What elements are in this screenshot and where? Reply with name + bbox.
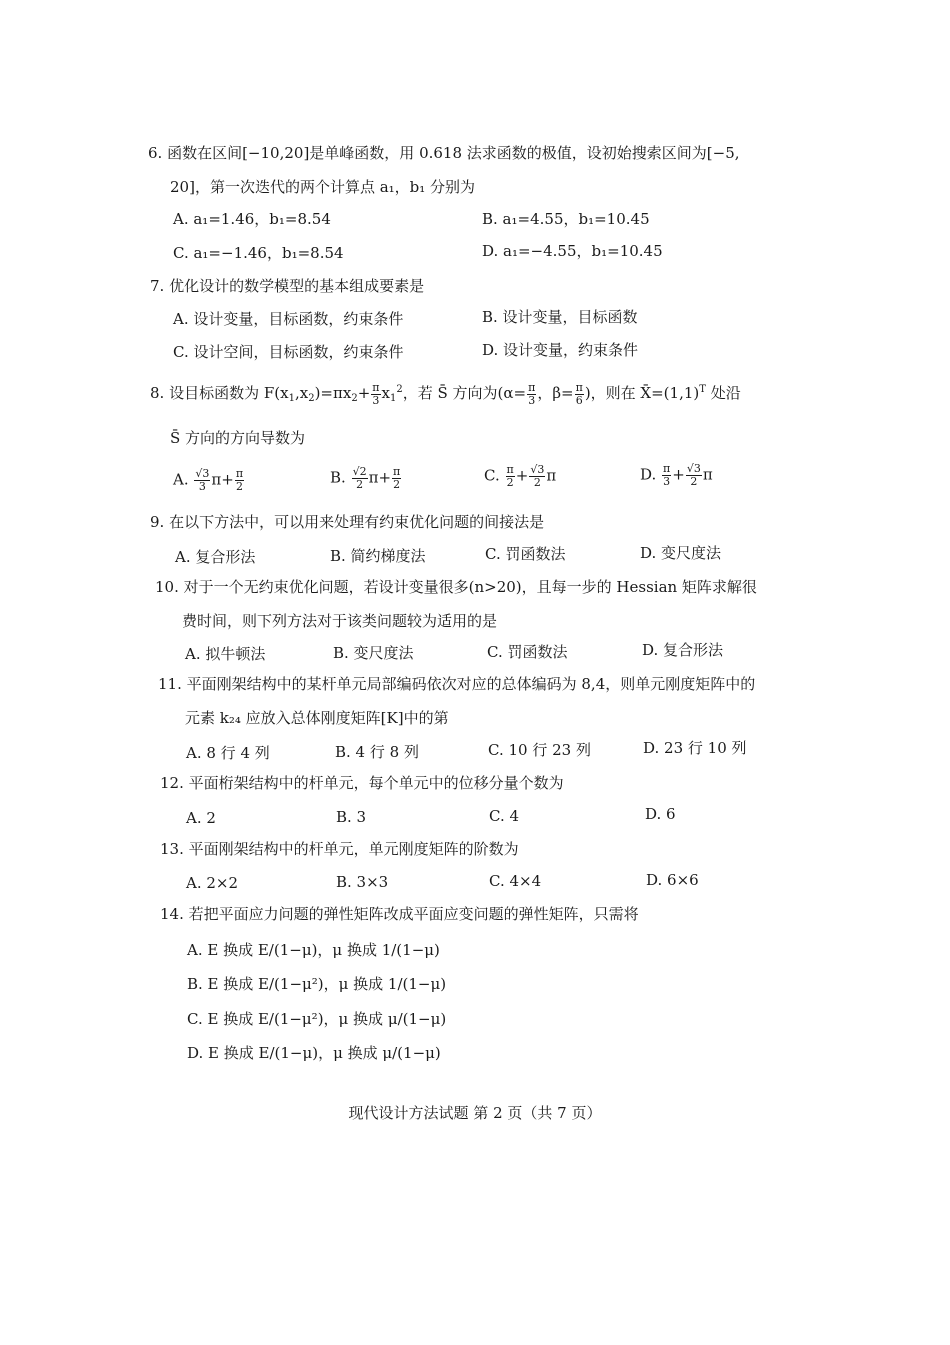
- q12-stem: 12. 平面桁架结构中的杆单元，每个单元中的位移分量个数为: [160, 774, 564, 792]
- q10-option-a: A. 拟牛顿法: [185, 645, 266, 663]
- q7-option-d: D. 设计变量，约束条件: [482, 341, 639, 359]
- q6-option-b: B. a₁=4.55，b₁=10.45: [482, 210, 650, 228]
- q11-stem-line2: 元素 k₂₄ 应放入总体刚度矩阵[K]中的第: [185, 709, 449, 727]
- page-footer: 现代设计方法试题 第 2 页（共 7 页）: [348, 1104, 602, 1122]
- q8-stem-line2: S̄ 方向的方向导数为: [170, 429, 306, 447]
- q10-stem-line2: 费时间，则下列方法对于该类问题较为适用的是: [182, 612, 498, 630]
- q9-option-c: C. 罚函数法: [485, 545, 566, 563]
- q11-stem-line1: 11. 平面刚架结构中的某杆单元局部编码依次对应的总体编码为 8,4，则单元刚度矩阵中的: [158, 675, 756, 693]
- q12-option-c: C. 4: [489, 807, 520, 825]
- q8-frac-pi-over-6: $\frac{\pi}{6}$: [575, 380, 583, 407]
- q7-stem: 7. 优化设计的数学模型的基本组成要素是: [150, 277, 425, 295]
- q6-stem-line1: 6. 函数在区间[−10,20]是单峰函数，用 0.618 法求函数的极值，设初始搜索区间为[−5,: [148, 144, 740, 162]
- q13-option-b: B. 3×3: [336, 873, 389, 891]
- q14-option-d: D. E 换成 E/(1−μ)，μ 换成 μ/(1−μ): [187, 1044, 441, 1062]
- q6-option-a: A. a₁=1.46，b₁=8.54: [173, 210, 331, 228]
- q9-option-d: D. 变尺度法: [640, 544, 722, 562]
- q14-option-b: B. E 换成 E/(1−μ²)，μ 换成 1/(1−μ): [187, 975, 447, 993]
- q14-option-a: A. E 换成 E/(1−μ)，μ 换成 1/(1−μ): [187, 941, 440, 959]
- q9-option-a: A. 复合形法: [175, 548, 256, 566]
- q8-option-c: C. $\frac{\pi}{2}$ + $\frac{√3}{2}$ π: [484, 463, 557, 489]
- q6-option-c: C. a₁=−1.46，b₁=8.54: [173, 244, 344, 262]
- q10-option-d: D. 复合形法: [642, 641, 724, 659]
- q13-option-d: D. 6×6: [646, 871, 699, 889]
- q6-option-d: D. a₁=−4.55，b₁=10.45: [482, 242, 663, 260]
- q9-stem: 9. 在以下方法中，可以用来处理有约束优化问题的间接法是: [150, 513, 545, 531]
- q12-option-a: A. 2: [186, 809, 216, 827]
- q8-option-d: D. $\frac{\pi}{3}$ + $\frac{√3}{2}$ π: [640, 462, 713, 488]
- q12-option-d: D. 6: [645, 805, 676, 823]
- q8-frac-pi-over-3a: $\frac{\pi}{3}$: [372, 380, 380, 407]
- q10-stem-line1: 10. 对于一个无约束优化问题，若设计变量很多(n>20)，且每一步的 Hessian 矩阵求解很: [155, 578, 757, 596]
- q11-option-b: B. 4 行 8 列: [335, 743, 419, 761]
- q10-option-b: B. 变尺度法: [333, 644, 414, 662]
- q14-stem: 14. 若把平面应力问题的弹性矩阵改成平面应变问题的弹性矩阵，只需将: [160, 905, 639, 923]
- q9-option-b: B. 简约梯度法: [330, 547, 426, 565]
- q8-option-b: B. $\frac{√2}{2}$ π+ $\frac{\pi}{2}$: [330, 465, 401, 491]
- q7-option-c: C. 设计空间，目标函数，约束条件: [173, 343, 404, 361]
- q13-stem: 13. 平面刚架结构中的杆单元，单元刚度矩阵的阶数为: [160, 840, 519, 858]
- q8-frac-pi-over-3b: $\frac{\pi}{3}$: [528, 380, 536, 407]
- q14-option-c: C. E 换成 E/(1−μ²)，μ 换成 μ/(1−μ): [187, 1010, 447, 1028]
- q6-stem-line2: 20]，第一次迭代的两个计算点 a₁，b₁ 分别为: [170, 178, 476, 196]
- q11-option-a: A. 8 行 4 列: [186, 744, 270, 762]
- q11-option-d: D. 23 行 10 列: [643, 739, 747, 757]
- q11-option-c: C. 10 行 23 列: [488, 741, 591, 759]
- q13-option-a: A. 2×2: [186, 874, 239, 892]
- q8-option-a: A. $\frac{√3}{3}$ π+ $\frac{\pi}{2}$: [173, 467, 244, 493]
- q12-option-b: B. 3: [336, 808, 367, 826]
- q7-option-a: A. 设计变量，目标函数，约束条件: [173, 310, 404, 328]
- q8-stem-line1: 8. 设目标函数为 $F(x_1,x_2)=\pi x_2+$ $\frac{\pi}{3}$ $x_1^2$，若 S̄ 方向为(α= $\frac{\pi}{3}$ ，β= $\frac{\pi}{6}$ )，则在 $X̄=(1,1)^T$ 处沿: [150, 380, 741, 407]
- q7-option-b: B. 设计变量，目标函数: [482, 308, 638, 326]
- q10-option-c: C. 罚函数法: [487, 643, 568, 661]
- q13-option-c: C. 4×4: [489, 872, 542, 890]
